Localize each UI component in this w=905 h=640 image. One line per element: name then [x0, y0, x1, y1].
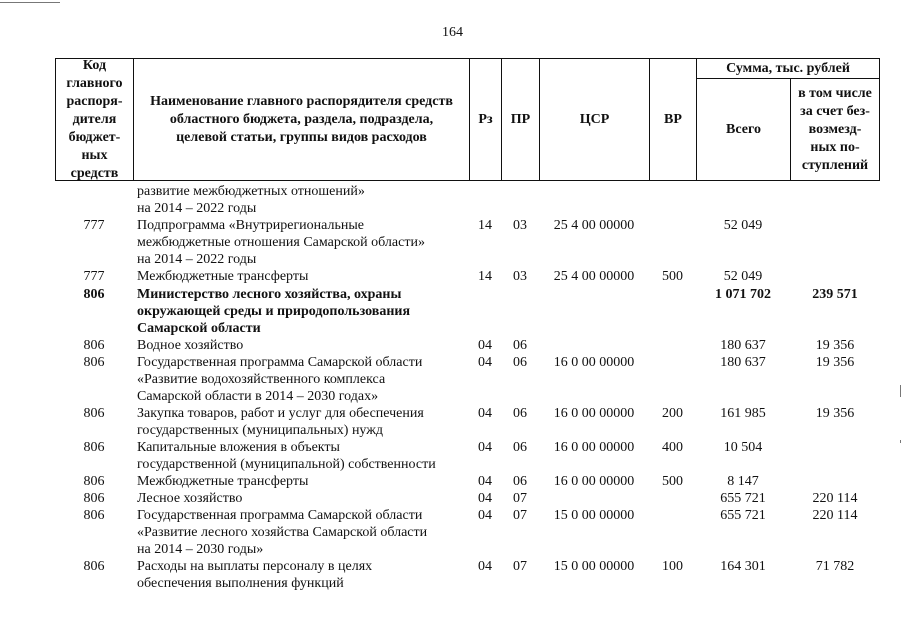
cell-incl: 239 571 [812, 287, 858, 302]
header-name: Наименование главного распорядителя средств областного бюджета, раздела, подраздела, целевой статьи, группы видов расходов [150, 93, 453, 145]
cell-total: 52 049 [723, 218, 763, 233]
cell-csr: 15 0 00 00000 [553, 508, 635, 523]
cell-rz: 04 [478, 338, 492, 353]
cell-pr: 07 [513, 559, 527, 574]
cell-csr: 16 0 00 00000 [553, 440, 635, 455]
scan-mark [900, 440, 901, 443]
cell-pr: 07 [513, 491, 527, 506]
cell-total: 8 147 [727, 474, 759, 489]
cell-incl: 19 356 [815, 355, 855, 370]
cell-incl: 19 356 [815, 338, 855, 353]
cell-vr: 400 [662, 440, 683, 455]
cell-csr: 25 4 00 00000 [553, 218, 635, 233]
cell-rz: 04 [478, 406, 492, 421]
cell-rz: 04 [478, 440, 492, 455]
cell-csr: 15 0 00 00000 [553, 559, 635, 574]
cell-name: Межбюджетные трансферты [137, 269, 309, 284]
cell-code: 806 [83, 440, 105, 455]
cell-name: Межбюджетные трансферты [137, 474, 309, 489]
cell-total: 10 504 [723, 440, 763, 455]
col-border [879, 58, 880, 181]
cell-pr: 03 [513, 269, 527, 284]
cell-name: Закупка товаров, работ и услуг для обеспечения государственных (муниципальных) нужд [137, 406, 424, 438]
cell-total: 164 301 [720, 559, 766, 574]
cell-vr: 200 [662, 406, 683, 421]
header-sum: Сумма, тыс. рублей [726, 60, 850, 76]
header-rz: Рз [478, 111, 493, 127]
cell-total: 180 637 [720, 355, 766, 370]
cell-total: 1 071 702 [715, 287, 771, 302]
cell-incl: 19 356 [815, 406, 855, 421]
cell-code: 777 [83, 218, 105, 233]
cell-pr: 07 [513, 508, 527, 523]
header-pr: ПР [510, 111, 531, 127]
cell-pr: 06 [513, 406, 527, 421]
header-bottom-border [55, 180, 880, 181]
cell-rz: 04 [478, 559, 492, 574]
cell-code: 777 [83, 269, 105, 284]
cell-vr: 500 [662, 269, 683, 284]
cell-pr: 03 [513, 218, 527, 233]
cell-code: 806 [83, 287, 105, 302]
header-csr: ЦСР [579, 111, 610, 127]
cell-vr: 500 [662, 474, 683, 489]
cell-name: Государственная программа Самарской области «Развитие водохозяйственного комплекса Самарской области в 2014 – 2030 годах» [137, 355, 423, 404]
cell-total: 52 049 [723, 269, 763, 284]
cell-incl: 71 782 [815, 559, 855, 574]
cell-csr: 25 4 00 00000 [553, 269, 635, 284]
cell-name: Водное хозяйство [137, 338, 244, 353]
cell-name: Расходы на выплаты персоналу в целях обеспечения выполнения функций [137, 559, 373, 591]
cell-rz: 14 [478, 269, 492, 284]
cell-name: Подпрограмма «Внутрирегиональные межбюджетные отношения Самарской области» на 2014 – 2022 годы [137, 218, 425, 267]
cell-pr: 06 [513, 338, 527, 353]
cell-rz: 14 [478, 218, 492, 233]
cell-code: 806 [83, 559, 105, 574]
cell-code: 806 [83, 355, 105, 370]
cell-csr: 16 0 00 00000 [553, 355, 635, 370]
cell-name: Лесное хозяйство [137, 491, 243, 506]
cell-name: Капитальные вложения в объекты государственной (муниципальной) собственности [137, 440, 436, 472]
cell-vr: 100 [662, 559, 683, 574]
cell-csr: 16 0 00 00000 [553, 406, 635, 421]
cell-code: 806 [83, 491, 105, 506]
cell-incl: 220 114 [812, 491, 858, 506]
cell-total: 655 721 [720, 491, 766, 506]
cell-rz: 04 [478, 491, 492, 506]
header-vr: ВР [664, 111, 682, 127]
header-incl: в том числе за счет без- возмезд- ных по- ступлений [798, 85, 872, 173]
cell-incl: 220 114 [812, 508, 858, 523]
scan-mark [0, 2, 60, 3]
header-total: Всего [726, 121, 761, 137]
header-code: Код главного распоря- дителя бюджет- ных средств [66, 57, 123, 181]
cell-rz: 04 [478, 474, 492, 489]
cell-name: Министерство лесного хозяйства, охраны окружающей среды и природопользования Самарской области [137, 287, 411, 336]
cell-code: 806 [83, 406, 105, 421]
cell-rz: 04 [478, 355, 492, 370]
cell-pr: 06 [513, 474, 527, 489]
cell-name: развитие межбюджетных отношений» на 2014 – 2022 годы [137, 184, 365, 216]
cell-code: 806 [83, 508, 105, 523]
cell-rz: 04 [478, 508, 492, 523]
page-number: 164 [442, 25, 463, 40]
cell-total: 655 721 [720, 508, 766, 523]
cell-total: 180 637 [720, 338, 766, 353]
cell-code: 806 [83, 338, 105, 353]
cell-pr: 06 [513, 440, 527, 455]
cell-name: Государственная программа Самарской области «Развитие лесного хозяйства Самарской области на 2014 – 2030 годы» [137, 508, 428, 557]
cell-csr: 16 0 00 00000 [553, 474, 635, 489]
scan-mark [900, 385, 901, 397]
cell-pr: 06 [513, 355, 527, 370]
cell-total: 161 985 [720, 406, 766, 421]
cell-code: 806 [83, 474, 105, 489]
